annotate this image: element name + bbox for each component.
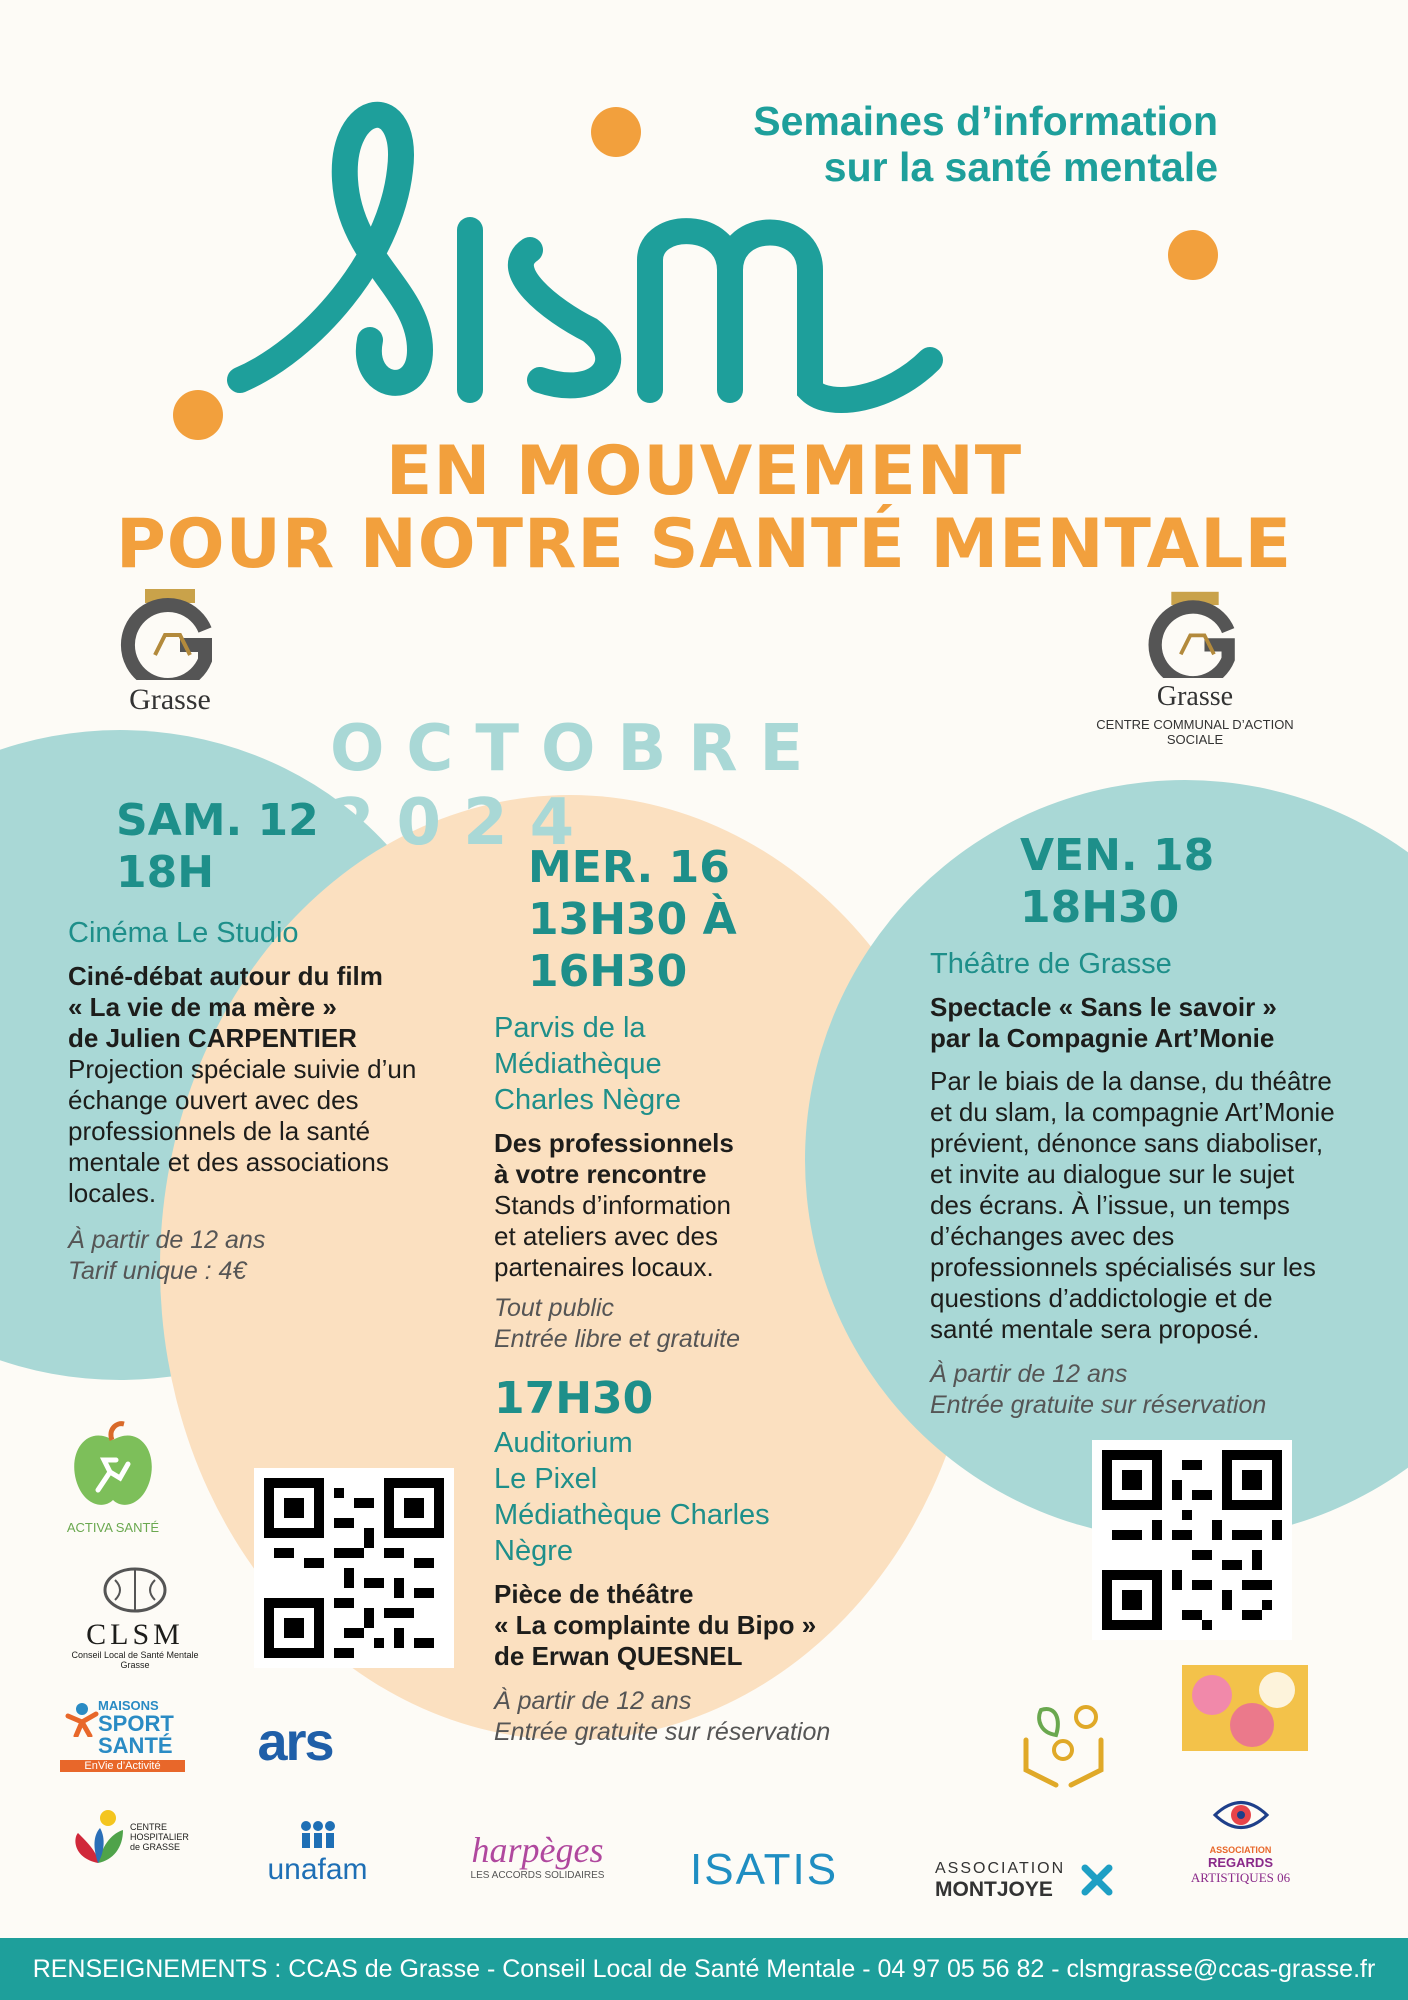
event-note2-2: Entrée gratuite sur réservation (494, 1718, 831, 1746)
clsm-subtitle: Conseil Local de Santé Mentale (71, 1650, 199, 1660)
ccas-logo-subtitle: CENTRE COMMUNAL D’ACTION SOCIALE (1096, 717, 1294, 747)
tagline-line2: sur la santé mentale (823, 144, 1218, 190)
clsm-logo (55, 1565, 215, 1670)
event-venue-line3: Charles Nègre (494, 1084, 681, 1116)
isatis-logo (690, 1845, 839, 1894)
event-title-line2: par la Compagnie Art’Monie (930, 1023, 1275, 1053)
event-note-1: Tout public (494, 1294, 614, 1322)
event-body: Projection spéciale suivie d’un échange ouvert avec des professionnels de la santé mentale et des associations locales. (68, 1054, 417, 1208)
event-title-line2: « La vie de ma mère » (68, 992, 337, 1022)
event-venue2-line2: Le Pixel (494, 1463, 598, 1495)
event-day: VEN. 18 (1020, 830, 1215, 881)
apple-runner-icon (68, 1420, 158, 1515)
event-venue-line2: Médiathèque (494, 1048, 662, 1080)
centre-hospitalier-logo (68, 1808, 193, 1868)
event-time: 13H30 À 16H30 (528, 894, 737, 997)
orange-dot-right (1168, 230, 1218, 280)
event-venue-line1: Parvis de la (494, 1012, 646, 1044)
event-venue2-line3: Médiathèque Charles (494, 1499, 770, 1531)
ccas-crest-icon (1140, 588, 1250, 678)
montjoye-logo (935, 1860, 1115, 1902)
maisons-text-2: SPORT (98, 1711, 174, 1736)
family-icon (298, 1820, 338, 1850)
montjoye-knot-icon (1079, 1860, 1115, 1900)
ch-text-3: de GRASSE (130, 1842, 181, 1852)
event-title (68, 961, 448, 1054)
event-note-2: Entrée gratuite sur réservation (930, 1391, 1267, 1419)
maisons-text-3: SANTÉ (98, 1733, 173, 1758)
montjoye-text-2: MONTJOYE (935, 1878, 1053, 1901)
event-venue: Théâtre de Grasse (930, 948, 1172, 980)
event-time: 18H (116, 847, 215, 898)
event-title (930, 992, 1350, 1054)
harpeges-logo (450, 1830, 625, 1881)
event-title-line1: Des professionnels (494, 1128, 734, 1158)
month-title: OCTOBRE 2024 (330, 712, 826, 860)
event-title-line1: Spectacle « Sans le savoir » (930, 992, 1277, 1022)
event-venue: Cinéma Le Studio (68, 917, 299, 949)
event-title (494, 1128, 894, 1190)
maisons-text-1: MAISONS (98, 1698, 159, 1713)
ch-text-2: HOSPITALIER (130, 1832, 189, 1842)
event-wed-16 (494, 842, 894, 1748)
event-title-2 (494, 1579, 894, 1672)
regards-text-1: ASSOCIATION (1209, 1845, 1272, 1855)
qr-code-icon (1092, 1440, 1292, 1640)
event-note-1: À partir de 12 ans (930, 1360, 1128, 1388)
event-title2-line1: Pièce de théâtre (494, 1579, 694, 1609)
isatis-text: ISATIS (690, 1845, 839, 1894)
qr-code-icon (254, 1468, 454, 1668)
ccas-logo (1070, 588, 1320, 747)
colorful-art-icon (1182, 1665, 1308, 1751)
event-title2-line3: de Erwan QUESNEL (494, 1641, 743, 1671)
regards-text-2: REGARDS (1207, 1855, 1273, 1870)
hands-leaf-logo (1013, 1695, 1113, 1795)
montjoye-text-1: ASSOCIATION (935, 1860, 1066, 1877)
tagline (618, 98, 1218, 190)
harpeges-subtitle: LES ACCORDS SOLIDAIRES (470, 1870, 605, 1881)
event-sat-12 (68, 795, 448, 1287)
ch-text-1: CENTRE (130, 1822, 168, 1832)
event-time: 18H30 (1020, 882, 1180, 933)
ars-logo (240, 1712, 350, 1772)
event-time-2: 17H30 (494, 1373, 654, 1424)
tagline-line1: Semaines d’information (753, 98, 1218, 144)
grasse-crest-icon (115, 585, 225, 680)
event-title-line1: Ciné-débat autour du film (68, 961, 383, 991)
event-note-2: Tarif unique : 4€ (68, 1257, 247, 1285)
event-day: SAM. 12 (116, 795, 319, 846)
event-title2-line2: « La complainte du Bipo » (494, 1610, 817, 1640)
qr-code-right[interactable] (1092, 1440, 1292, 1640)
regards-text-3: ARTISTIQUES 06 (1190, 1870, 1291, 1885)
flower-icon (68, 1808, 128, 1868)
person-icon (62, 1702, 102, 1737)
colorful-image-logo (1182, 1665, 1308, 1751)
clsm-text: CLSM (86, 1618, 184, 1651)
event-venue2-line4: Nègre (494, 1535, 573, 1567)
event-title-line2: à votre rencontre (494, 1159, 707, 1189)
maisons-text-4: EnVie d’Activité (60, 1760, 185, 1772)
event-fri-18 (930, 830, 1350, 1421)
footer-contact: RENSEIGNEMENTS : CCAS de Grasse - Conseil Local de Santé Mentale - 04 97 05 56 82 - clsmgrasse@ccas-grasse.fr (0, 1938, 1408, 2000)
headline-line1: EN MOUVEMENT (385, 432, 1023, 511)
ars-text: ars (257, 1712, 333, 1772)
activa-sante-logo (48, 1420, 178, 1535)
ccas-logo-name: Grasse (1156, 681, 1234, 712)
activa-sante-text: ACTIVA SANTÉ (66, 1520, 160, 1535)
event-note-1: À partir de 12 ans (68, 1226, 266, 1254)
event-note-2: Entrée libre et gratuite (494, 1325, 740, 1353)
harpeges-text: harpèges (471, 1830, 604, 1870)
clsm-subtitle-2: Grasse (120, 1660, 150, 1670)
unafam-logo (230, 1820, 405, 1885)
event-title-line3: de Julien CARPENTIER (68, 1023, 357, 1053)
grasse-logo (110, 585, 230, 715)
brain-icon (100, 1565, 170, 1615)
grasse-logo-name: Grasse (129, 683, 211, 716)
eye-icon (1211, 1790, 1271, 1840)
qr-code-left[interactable] (254, 1468, 454, 1668)
hands-leaf-icon (1016, 1695, 1111, 1790)
event-body: Par le biais de la danse, du théâtre et du slam, la compagnie Art’Monie prévient, dénonce sans diaboliser, et invite au dialogue sur le sujet des écrans. À l’issue, un temps d’échanges avec des professionnels spécialisés sur les questions d’addictologie et de santé mentale sera proposé. (930, 1066, 1335, 1344)
regards-artistiques-logo (1178, 1790, 1303, 1886)
event-note2-1: À partir de 12 ans (494, 1687, 692, 1715)
event-day: MER. 16 (528, 842, 730, 893)
event-venue2-line1: Auditorium (494, 1427, 633, 1459)
headline-line2: POUR NOTRE SANTÉ MENTALE (115, 505, 1293, 584)
maisons-sport-sante-logo (60, 1698, 185, 1772)
unafam-text: unafam (267, 1853, 368, 1886)
event-body: Stands d’information et ateliers avec des partenaires locaux. (494, 1190, 732, 1282)
